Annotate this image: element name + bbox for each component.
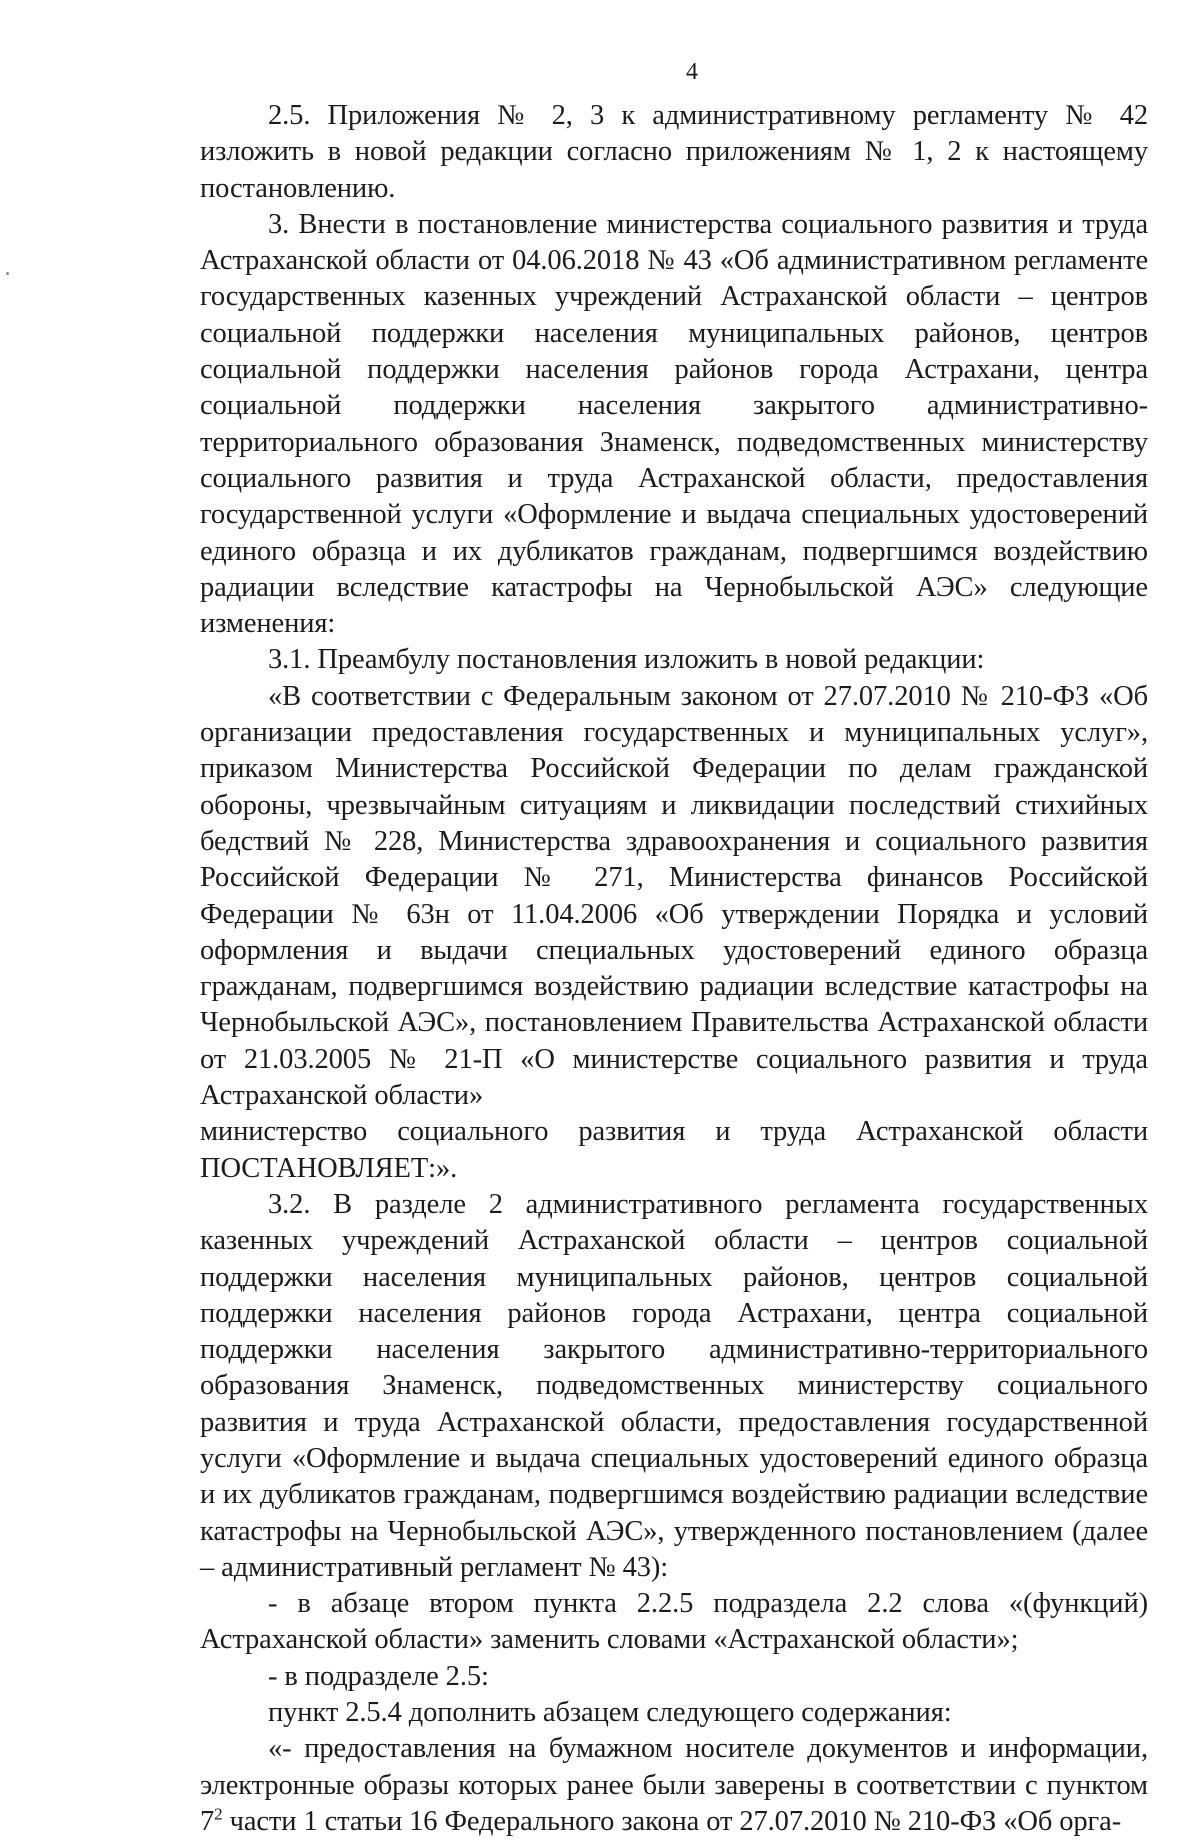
paragraph-item-2-2-5: - в абзаце втором пункта 2.2.5 подраздела 2.2 слова «(функций) Астраханской области» заменить словами «Астраханской области»;: [200, 1588, 1148, 1656]
paragraph-paper-documents: [200, 1731, 1148, 1840]
paragraph-resolves: ПОСТАНОВЛЯЕТ:».: [200, 1152, 458, 1184]
superscript-2: 2: [214, 1804, 223, 1824]
paragraph-item-2-5-4: пункт 2.5.4 дополнить абзацем следующего содержания:: [268, 1697, 952, 1729]
paragraph-2-5: 2.5. Приложения № 2, 3 к административному регламенту № 42 изложить в новой редакции согласно приложениям № 1, 2 к настоящему постановлению.: [200, 100, 1148, 204]
paragraph-3-2: 3.2. В разделе 2 административного регламента государственных казенных учреждений Астраханской области – центров социальной поддержки населения муниципальных районов, центров социальной поддержки населения районов города Астрахани, центра социальной поддержки населения закрытого административно-территориального образования Знаменск, подведомственных министерству социального развития и труда Астраханской области, предоставления государственной услуги «Оформление и выдача специальных удостоверений единого образца и их дубликатов гражданам, подвергшимся воздействию радиации вследствие катастрофы на Чернобыльской АЭС», утвержденного постановлением (далее – административный регламент № 43):: [200, 1188, 1148, 1583]
page-number: 4: [686, 59, 698, 85]
paragraph-subsection-2-5: - в подразделе 2.5:: [268, 1660, 489, 1692]
document-page: [200, 52, 1148, 1840]
paragraph-3-1: 3.1. Преамбулу постановления изложить в новой редакции:: [268, 644, 985, 676]
paragraph-paper-documents-text-2: части 1 статьи 16 Федерального закона от 27.07.2010 № 210-ФЗ «Об орга-: [222, 1805, 1122, 1837]
paragraph-paper-documents-text-1: «- предоставления на бумажном носителе документов и информации, электронные образы которых ранее были заверены в соответствии с пунктом 7: [200, 1733, 1148, 1837]
paragraph-preamble: «В соответствии с Федеральным законом от 27.07.2010 № 210-ФЗ «Об организации предоставления государственных и муниципальных услуг», приказом Министерства Российской Федерации по делам гражданской обороны, чрезвычайным ситуациям и ликвидации последствий стихийных бедствий № 228, Министерства здравоохранения и социального развития Российской Федерации № 271, Министерства финансов Российской Федерации № 63н от 11.04.2006 «Об утверждении Порядка и условий оформления и выдачи специальных удостоверений единого образца гражданам, подвергшимся воздействию радиации вследствие катастрофы на Чернобыльской АЭС», постановлением Правительства Астраханской области от 21.03.2005 № 21-П «О министерстве социального развития и труда Астраханской области»: [200, 680, 1148, 1112]
paragraph-3: 3. Внести в постановление министерства социального развития и труда Астраханской области от 04.06.2018 № 43 «Об административном регламенте государственных казенных учреждений Астраханской области – центров социальной поддержки населения муниципальных районов, центров социальной поддержки населения районов города Астрахани, центра социальной поддержки населения закрытого административно-территориального образования Знаменск, подведомственных министерству социального развития и труда Астраханской области, предоставления государственной услуги «Оформление и выдача специальных удостоверений единого образца и их дубликатов гражданам, подвергшимся воздействию радиации вследствие катастрофы на Чернобыльской АЭС» следующие изменения:: [200, 208, 1148, 640]
paragraph-ministry: министерство социального развития и труда Астраханской области: [200, 1116, 1148, 1148]
scan-speck: [6, 272, 9, 275]
